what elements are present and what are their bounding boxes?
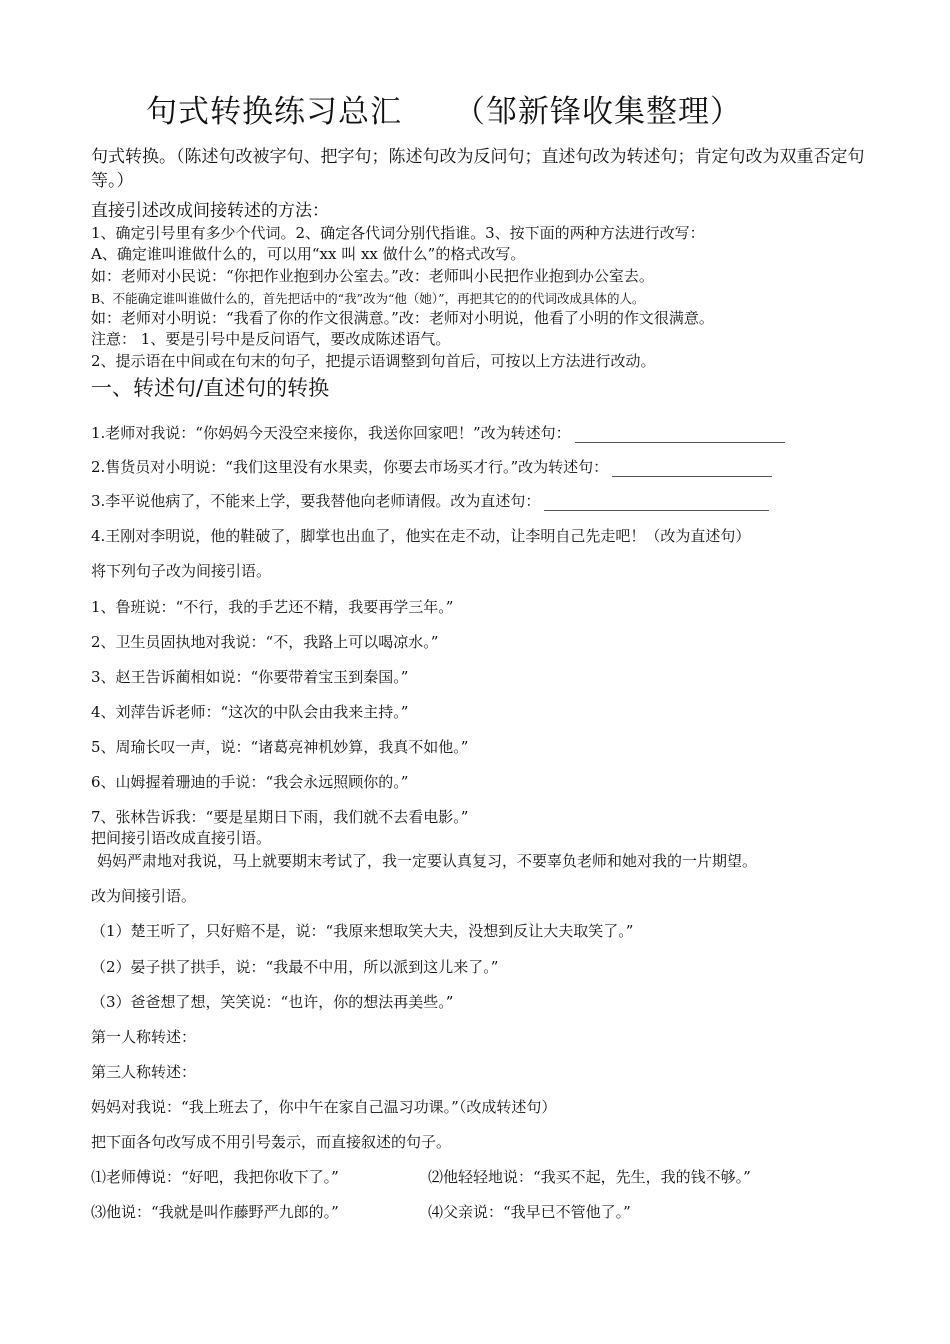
indirect-item: 2、卫生员固执地对我说：“不，我路上可以喝凉水。” xyxy=(91,633,439,651)
final-item: ⑵他轻轻地说：“我买不起，先生，我的钱不够。” xyxy=(428,1168,751,1186)
final-item: ⑷父亲说：“我早已不管他了。” xyxy=(428,1203,631,1221)
method-line: 如：老师对小明说：“我看了你的作文很满意。”改：老师对小明说，他看了小明的作文很满意。 xyxy=(91,309,714,327)
indirect-item: 3、赵王告诉蔺相如说：“你要带着宝玉到秦国。” xyxy=(91,668,409,686)
exercise-text: 1.老师对我说：“你妈妈今天没空来接你，我送你回家吧！”改为转述句： xyxy=(91,424,571,442)
document-title xyxy=(146,86,742,131)
indirect-item: 5、周瑜长叹一声，说：“诸葛亮神机妙算，我真不如他。” xyxy=(91,738,469,756)
section-heading: 一、转述句/直述句的转换 xyxy=(91,376,330,400)
indirect-item: 6、山姆握着珊迪的手说：“我会永远照顾你的。” xyxy=(91,773,409,791)
method-line: 注意： 1、要是引号中是反问语气，要改成陈述语气。 xyxy=(91,330,451,348)
exercise-item: 4.王刚对李明说，他的鞋破了，脚掌也出血了，他实在走不动，让李明自己先走吧！（改为直述句） xyxy=(91,527,751,545)
answer-blank[interactable] xyxy=(544,494,769,511)
final-item: ⑴老师傅说：“好吧，我把你收下了。” xyxy=(91,1168,339,1186)
method-line: 2、提示语在中间或在句末的句子，把提示语调整到句首后，可按以上方法进行改动。 xyxy=(91,352,656,370)
mom-sentence: 妈妈对我说：“我上班去了，你中午在家自己温习功课。”（改成转述句） xyxy=(91,1098,557,1116)
exercise-item xyxy=(91,490,769,511)
answer-blank[interactable] xyxy=(575,426,785,443)
indirect-item: 7、张林告诉我：“要是星期日下雨，我们就不去看电影。” xyxy=(91,808,469,826)
method-line: A、确定谁叫谁做什么的，可以用“xx 叫 xx 做什么”的格式改写。 xyxy=(91,245,526,263)
direct-sentence: 妈妈严肃地对我说，马上就要期末考试了，我一定要认真复习，不要辜负老师和她对我的一片期望。 xyxy=(97,852,758,870)
method-line: 如：老师对小民说：“你把作业抱到办公室去。”改：老师叫小民把作业抱到办公室去。 xyxy=(91,267,654,285)
change-item: （3）爸爸想了想，笑笑说：“也许，你的想法再美些。” xyxy=(91,993,454,1011)
first-person-label: 第一人称转述： xyxy=(91,1028,197,1046)
indirect-item: 1、鲁班说：“不行，我的手艺还不精，我要再学三年。” xyxy=(91,598,454,616)
indirect-heading: 将下列句子改为间接引语。 xyxy=(91,562,272,580)
intro-paragraph: 句式转换。（陈述句改被字句、把字句；陈述句改为反问句；直述句改为转述句；肯定句改为双重否定句等。） xyxy=(91,147,865,191)
exercise-item xyxy=(91,456,772,477)
change-heading: 改为间接引语。 xyxy=(91,887,197,905)
direct-heading: 把间接引语改成直接引语。 xyxy=(91,829,272,847)
method-line: B、不能确定谁叫谁做什么的，首先把话中的“我”改为“他（她）”，再把其它的的代词改成具体的人。 xyxy=(91,291,645,306)
exercise-text: 3.李平说他病了，不能来上学，要我替他向老师请假。改为直述句： xyxy=(91,492,541,510)
title-author-note: （邹新锋收集整理） xyxy=(454,94,742,130)
change-item: （2）晏子拱了拱手，说：“我最不中用，所以派到这儿来了。” xyxy=(91,958,499,976)
exercise-text: 2.售货员对小明说：“我们这里没有水果卖，你要去市场买才行。”改为转述句： xyxy=(91,458,609,476)
method-line: 1、确定引号里有多少个代词。2、确定各代词分别代指谁。3、按下面的两种方法进行改写： xyxy=(91,224,705,242)
third-person-label: 第三人称转述： xyxy=(91,1063,197,1081)
indirect-item: 4、刘萍告诉老师：“这次的中队会由我来主持。” xyxy=(91,703,409,721)
title-text: 句式转换练习总汇 xyxy=(146,94,402,130)
no-quote-heading: 把下面各句改写成不用引号轰示，而直接叙述的句子。 xyxy=(91,1133,452,1151)
answer-blank[interactable] xyxy=(612,460,772,477)
change-item: （1）楚王听了，只好赔不是，说：“我原来想取笑大夫，没想到反让大夫取笑了。” xyxy=(91,922,634,940)
exercise-item xyxy=(91,422,785,443)
method-title: 直接引述改成间接转述的方法： xyxy=(91,201,329,221)
final-item: ⑶他说：“我就是叫作藤野严九郎的。” xyxy=(91,1203,339,1221)
